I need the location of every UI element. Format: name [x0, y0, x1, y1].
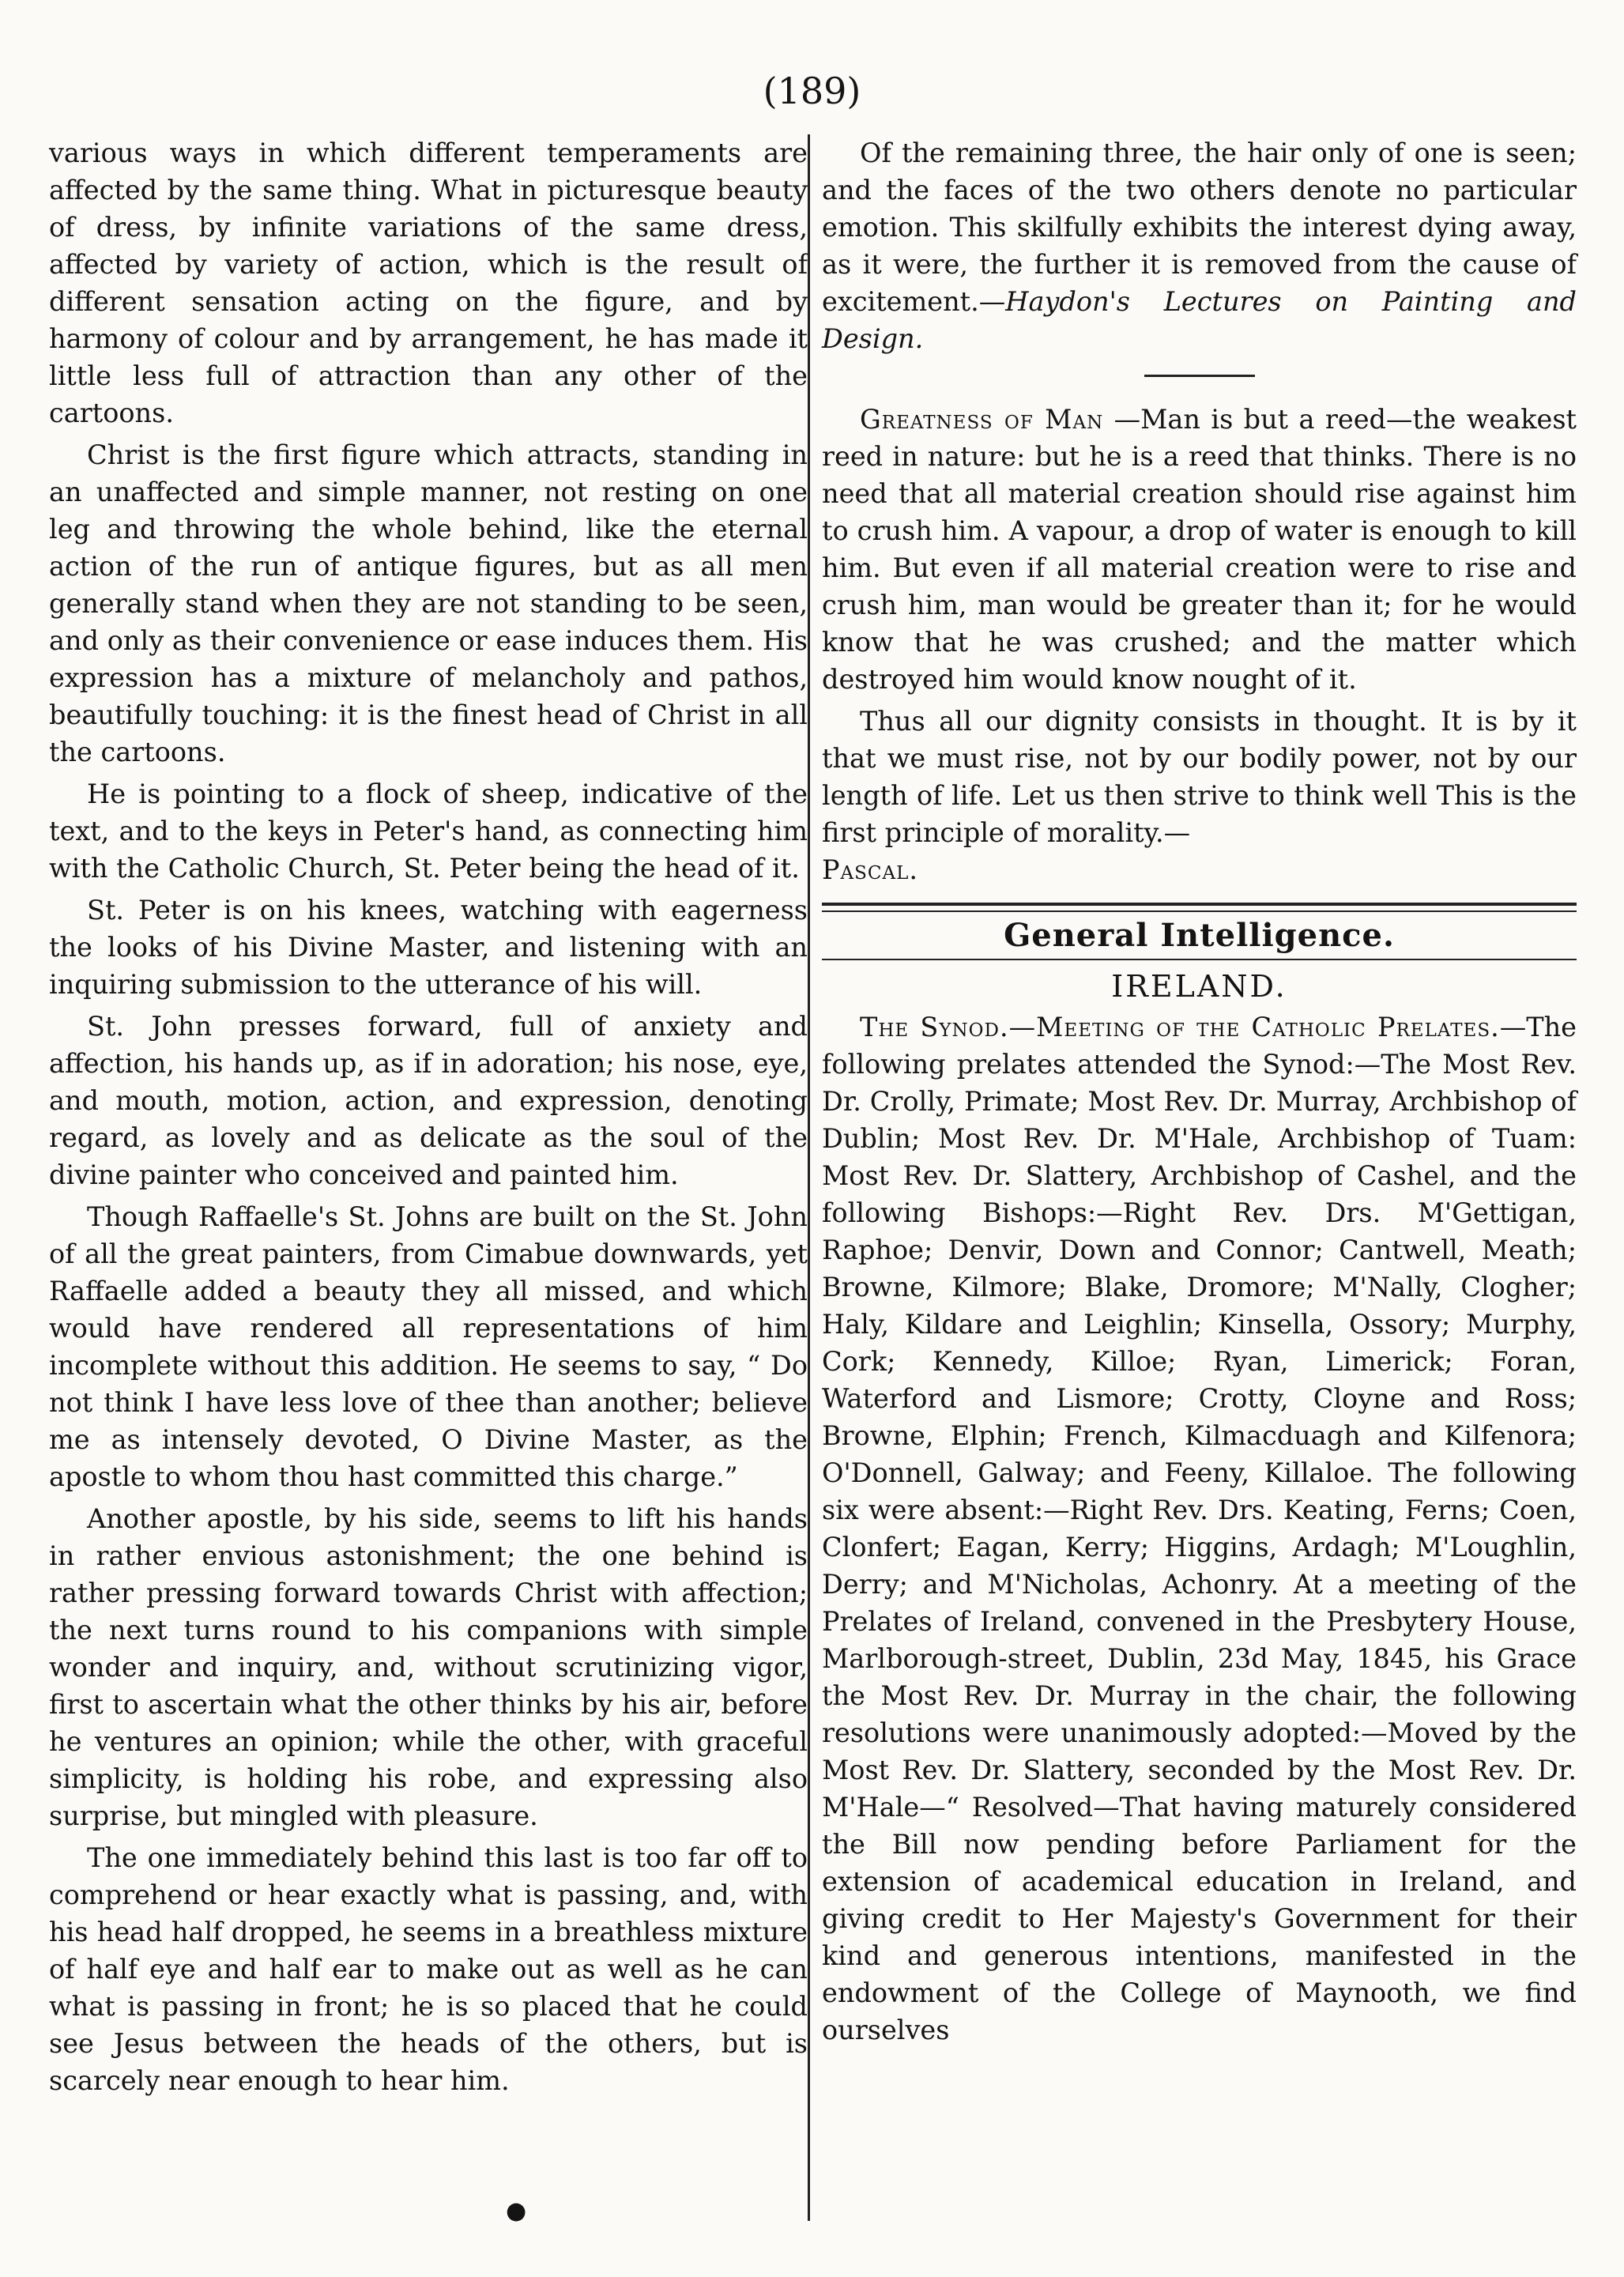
paragraph: He is pointing to a flock of sheep, indicative of the text, and to the keys in Peter's hand, as connecting him with the Catholic Church, St. Peter being the head of it. [49, 778, 808, 884]
paragraph: St. Peter is on his knees, watching with eagerness the looks of his Divine Master, and listening with an inquiring submission to the utterance of his will. [49, 895, 808, 1000]
separator-rule [1144, 375, 1255, 377]
right-column [822, 134, 1577, 2053]
paragraph: Another apostle, by his side, seems to lift his hands in rather envious astonishment; the one behind is rather pressing forward towards Christ with affection; the next turns round to his companions with simple wonder and inquiry, and, without scrutinizing vigor, first to ascertain what the other thinks by his air, before he ventures an opinion; while the other, with graceful simplicity, is holding his robe, and expressing also surprise, but mingled with pleasure. [49, 1503, 808, 1831]
pascal-text: —Man is but a reed—the weakest reed in nature: but he is a reed that thinks. There is no need that all material creation should rise against him to crush him. A vapour, a drop of water is enough to kill him. But even if all material creation were to rise and crush him, man would be greater than it; for he would know that he was crushed; and the matter which destroyed him would know nought of it. [822, 404, 1577, 695]
paragraph: The one immediately behind this last is too far off to comprehend or hear exactly what is passing, and, with his head half dropped, he seems in a breathless mixture of half eye and half ear to make out as well as he can what is passing in front; he is so placed that he could see Jesus between the heads of the others, but is scarcely near enough to hear him. [49, 1842, 808, 2096]
pascal-paragraph-2 [822, 703, 1577, 888]
section-rule-top-thin [822, 910, 1577, 912]
section-rule-bottom [822, 959, 1577, 960]
section-rule-top [822, 903, 1577, 906]
synod-title: The Synod.—Meeting of the Catholic Prelates. [860, 1012, 1500, 1042]
synod-paragraph [822, 1008, 1577, 2049]
section-heading: General Intelligence. [1004, 917, 1395, 954]
paragraph: Though Raffaelle's St. Johns are built on the St. John of all the great painters, from Cimabue downwards, yet Raffaelle added a beauty they all missed, and which would have rendered all representations of him incomplete without this addition. He seems to say, “ Do not think I have less love of thee than another; believe me as intensely devoted, O Divine Master, as the apostle to whom thou hast committed this charge.” [49, 1201, 808, 1492]
synod-text: —The following prelates attended the Synod:—The Most Rev. Dr. Crolly, Primate; Most Rev. Dr. Murray, Archbishop of Dublin; Most Rev. Dr. M'Hale, Archbishop of Tuam: Most Rev. Dr. Slattery, Archbishop of Cashel, and the following Bishops:—Right Rev. Drs. M'Gettigan, Raphoe; Denvir, Down and Connor; Cantwell, Meath; Browne, Kilmore; Blake, Dromore; M'Nally, Clogher; Haly, Kildare and Leighlin; Kinsella, Ossory; Murphy, Cork; Kennedy, Killoe; Ryan, Limerick; Foran, Waterford and Lismore; Crotty, Cloyne and Ross; Browne, Elphin; French, Kilmacduagh and Kilfenora; O'Donnell, Galway; and Feeny, Killaloe. The following six were absent:—Right Rev. Drs. Keating, Ferns; Coen, Clonfert; Eagan, Kerry; Higgins, Ardagh; M'Loughlin, Derry; and M'Nicholas, Achonry. At a meeting of the Prelates of Ireland, convened in the Presbytery House, Marlborough-street, Dublin, 23d May, 1845, his Grace the Most Rev. Dr. Murray in the chair, the following resolutions were unanimously adopted:—Moved by the Most Rev. Dr. Slattery, seconded by the Most Rev. Dr. M'Hale—“ Resolved—That having maturely considered the Bill now pending before Parliament for the extension of academical education in Ireland, and giving credit to Her Majesty's Government for their kind and generous intentions, manifested in the endowment of the College of Maynooth, we find ourselves [822, 1012, 1577, 2045]
haydon-credit: Haydon's Lectures on Painting and Design. [822, 286, 1577, 354]
haydon-paragraph [822, 134, 1577, 357]
pascal-paragraph [822, 401, 1577, 698]
ink-mark: ● [506, 2197, 527, 2225]
paragraph: various ways in which different temperaments are affected by the same thing. What in picturesque beauty of dress, by infinite variations of the same dress, affected by variety of action, which is the result of different sensation acting on the figure, and by harmony of colour and by arrangement, he has made it little less full of attraction than any other of the cartoons. [49, 138, 808, 428]
pascal-title: Greatness of Man [860, 404, 1104, 435]
left-column [49, 134, 808, 2104]
column-divider [808, 134, 810, 2221]
pascal-credit: Pascal. [822, 854, 919, 885]
haydon-text: Of the remaining three, the hair only of one is seen; and the faces of the two others denote no particular emotion. This skilfully exhibits the interest dying away, as it were, the further it is removed from the cause of excitement.— [822, 138, 1577, 317]
paragraph: St. John presses forward, full of anxiety and affection, his hands up, as if in adoration; his nose, eye, and mouth, motion, action, and expression, denoting regard, as lovely and as delicate as the soul of the divine painter who conceived and painted him. [49, 1011, 808, 1190]
country-heading: IRELAND. [1111, 969, 1287, 1004]
page-number: (189) [763, 70, 861, 112]
pascal-text-2: Thus all our dignity consists in thought. It is by it that we must rise, not by our bodily power, not by our length of life. Let us then strive to think well This is the first principle of morality.— [822, 706, 1577, 848]
paragraph: Christ is the first figure which attracts, standing in an unaffected and simple manner, not resting on one leg and throwing the whole behind, like the eternal action of the run of antique figures, but as all men generally stand when they are not standing to be seen, and only as their convenience or ease induces them. His expression has a mixture of melancholy and pathos, beautifully touching: it is the finest head of Christ in all the cartoons. [49, 439, 808, 767]
